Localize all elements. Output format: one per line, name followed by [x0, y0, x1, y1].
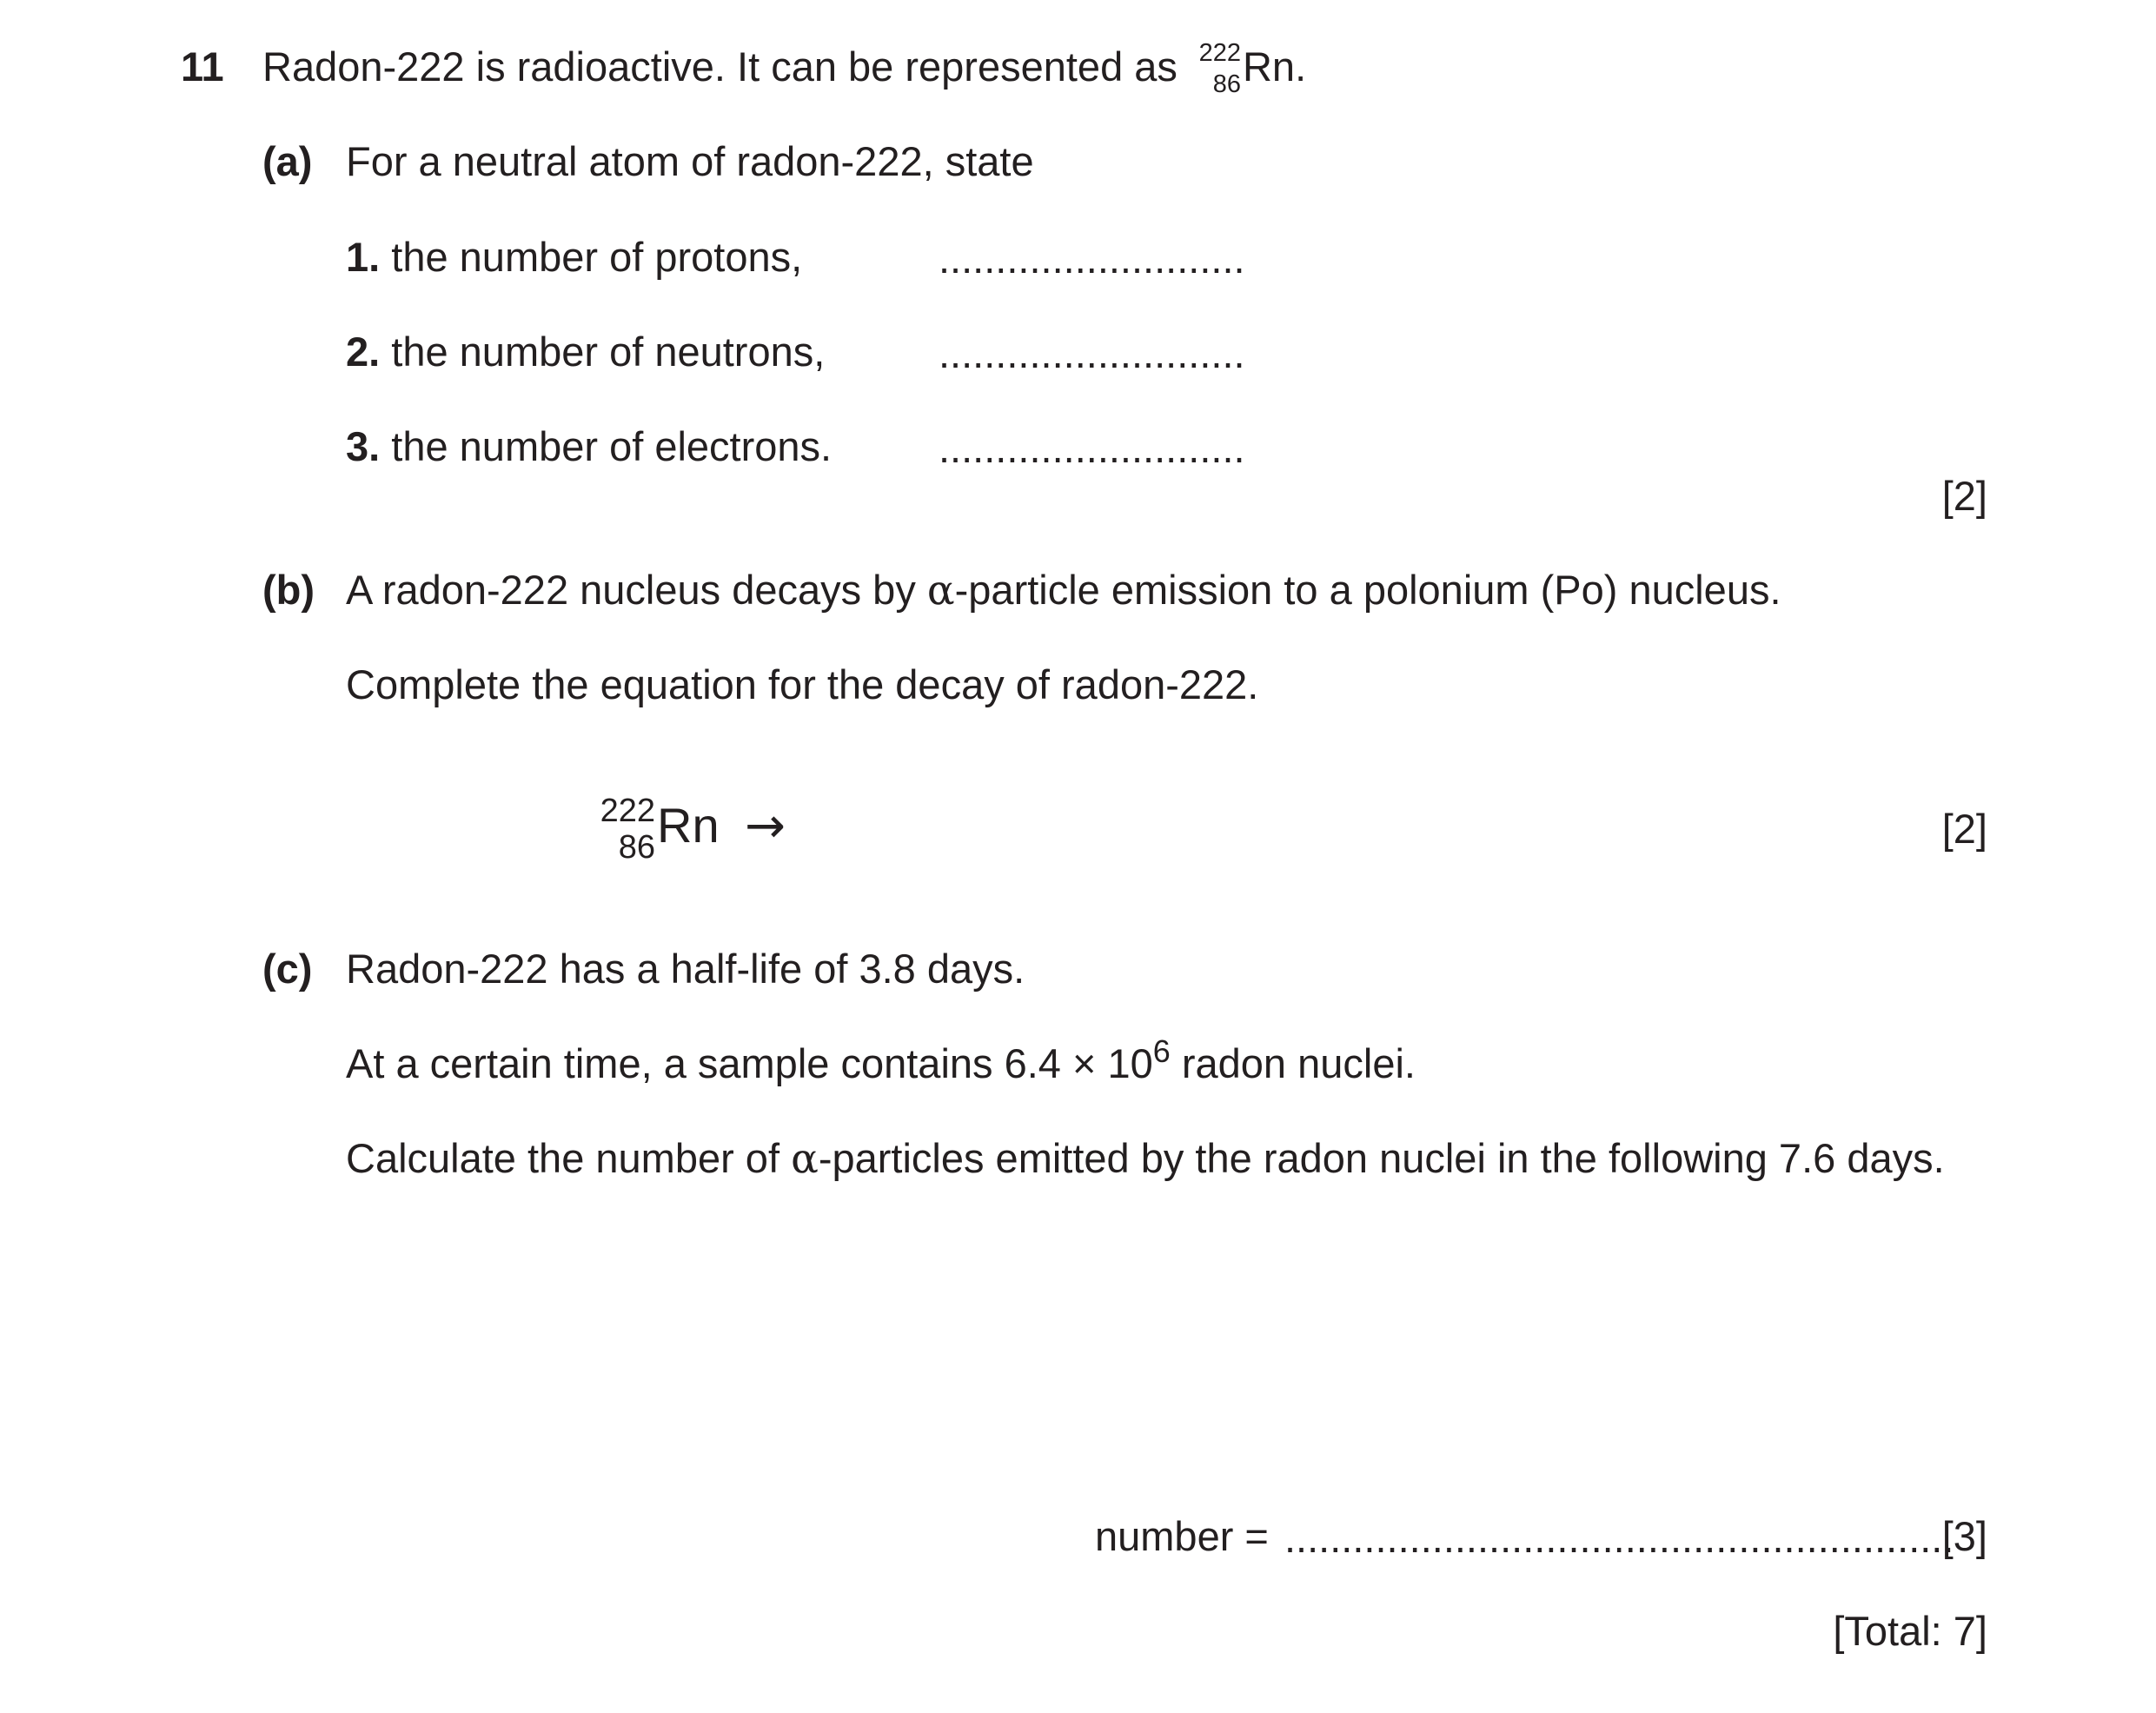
text: radon nuclei. [1170, 1040, 1416, 1086]
part-b-label: (b) [262, 567, 315, 613]
mass-number: 222 [1198, 39, 1241, 67]
part-c-line-2 [346, 1033, 1416, 1088]
exponent: 6 [1152, 1033, 1171, 1069]
question-stem [262, 39, 1307, 98]
text: At a certain time, a sample contains 6.4 × 10 [346, 1040, 1153, 1086]
part-a-prompt: For a neutral atom of radon-222, state [346, 138, 1034, 184]
atomic-number: 86 [618, 829, 655, 866]
part-b-line-2: Complete the equation for the decay of radon-222. [346, 661, 1259, 707]
stem-symbol: Rn. [1242, 43, 1307, 90]
part-c-label: (c) [262, 946, 313, 992]
part-a-item-1 [346, 233, 802, 282]
alpha-symbol: α [926, 567, 955, 614]
part-a-item-2 [346, 328, 825, 376]
item-number: 3. [346, 423, 381, 469]
answer-blank-protons[interactable]: ........................... [939, 236, 1245, 282]
part-a-label: (a) [262, 138, 313, 184]
decay-equation [600, 793, 786, 866]
text: Calculate the number of [346, 1135, 780, 1181]
answer-label: number = [1095, 1513, 1269, 1559]
stem-text: Radon-222 is radioactive. It can be represented as [262, 43, 1178, 90]
part-b-line-1 [346, 566, 1781, 615]
text: -particles emitted by the radon nuclei in the following 7.6 days. [818, 1135, 1945, 1181]
item-number: 1. [346, 234, 381, 280]
reaction-arrow: → [745, 798, 786, 854]
text: -particle emission to a polonium (Po) nucleus. [954, 567, 1781, 613]
part-a-item-3 [346, 422, 832, 471]
part-a-marks: [2] [1941, 473, 1987, 519]
nuclide-notation [1192, 39, 1243, 98]
item-text: the number of electrons. [391, 423, 833, 469]
text: A radon-222 nucleus decays by [346, 567, 916, 613]
element-symbol: Rn [657, 798, 720, 853]
item-text: the number of protons, [391, 234, 803, 280]
part-c-line-3 [346, 1134, 1945, 1184]
answer-blank-electrons[interactable]: ........................... [939, 425, 1245, 471]
part-b-marks: [2] [1941, 806, 1987, 852]
total-marks: [Total: 7] [1833, 1608, 1987, 1654]
alpha-symbol: α [791, 1135, 819, 1183]
item-text: the number of neutrons, [391, 329, 826, 375]
question-number: 11 [181, 43, 224, 90]
answer-blank-number[interactable]: ........................................................... [1284, 1515, 1954, 1561]
item-number: 2. [346, 329, 381, 375]
equation-nuclide [600, 793, 657, 866]
mass-number: 222 [600, 793, 655, 829]
part-c-line-1: Radon-222 has a half-life of 3.8 days. [346, 946, 1025, 992]
answer-blank-neutrons[interactable]: ........................... [939, 330, 1245, 376]
part-c-marks: [3] [1941, 1513, 1987, 1559]
atomic-number: 86 [1212, 70, 1241, 98]
